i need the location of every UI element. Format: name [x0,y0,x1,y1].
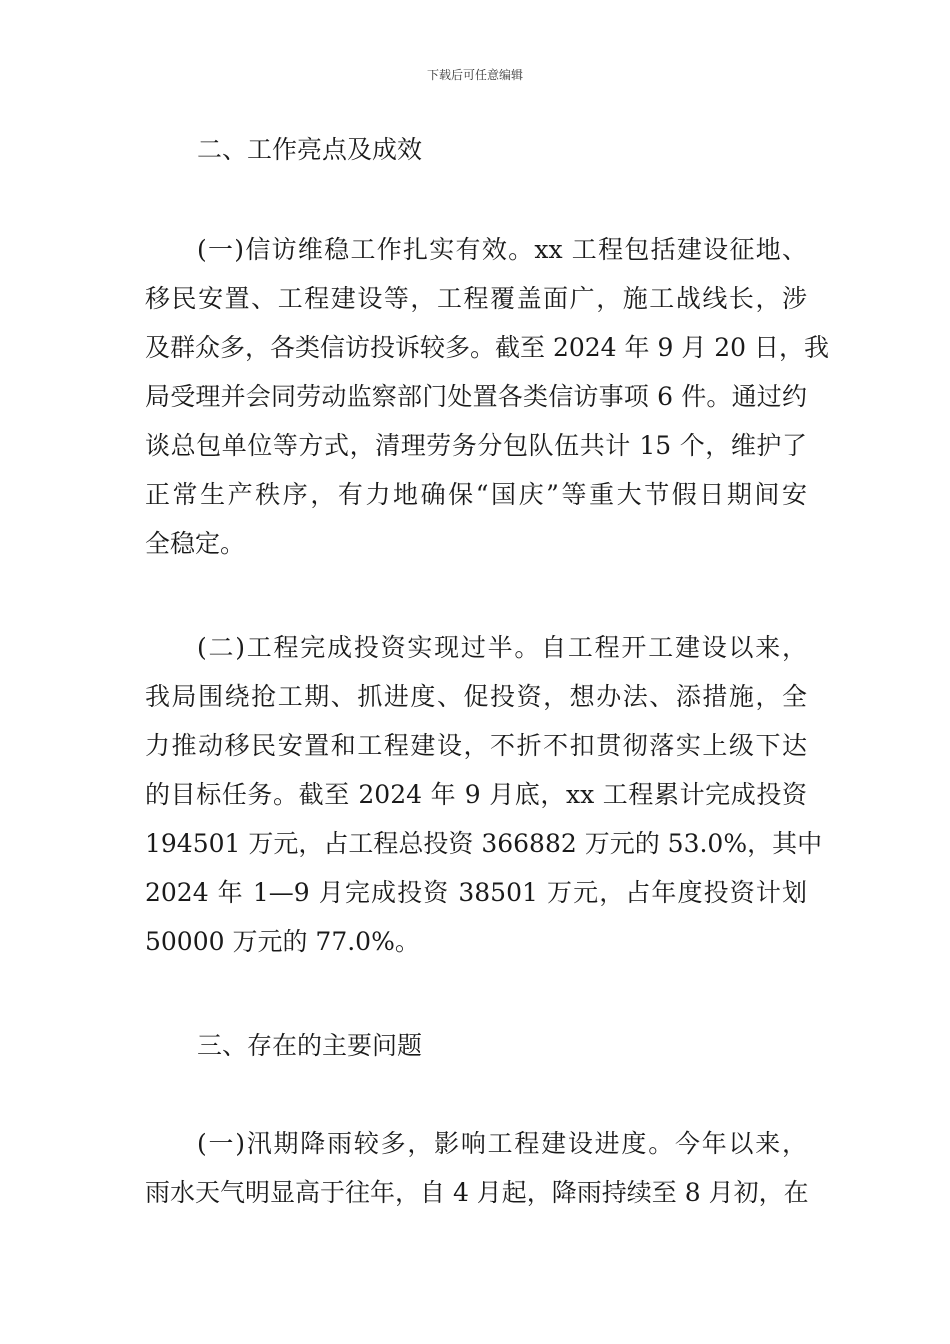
paragraph-rainfall-impact [145,1119,807,1217]
paragraph-line: 194501 万元，占工程总投资 366882 万元的 53.0%，其中 [145,829,823,858]
paragraph-line: 移民安置、工程建设等，工程覆盖面广，施工战线长，涉 [145,284,807,313]
paragraph-line: 正常生产秩序，有力地确保“国庆”等重大节假日期间安 [145,480,807,509]
paragraph-line: 的目标任务。截至 2024 年 9 月底，xx 工程累计完成投资 [145,780,807,809]
paragraph-line: (二)工程完成投资实现过半。自工程开工建设以来， [197,633,807,662]
paragraph-line: (一)信访维稳工作扎实有效。xx 工程包括建设征地、 [197,235,807,264]
paragraph-investment-progress [145,623,823,966]
paragraph-line: (一)汛期降雨较多，影响工程建设进度。今年以来， [197,1129,807,1158]
section-heading-problems: 三、存在的主要问题 [197,1031,423,1060]
paragraph-line: 局受理并会同劳动监察部门处置各类信访事项 6 件。通过约 [145,382,807,411]
paragraph-line: 50000 万元的 77.0%。 [145,927,420,956]
paragraph-line: 及群众多，各类信访投诉较多。截至 2024 年 9 月 20 日，我 [145,333,830,362]
paragraph-line: 全稳定。 [145,529,246,558]
header-note: 下载后可任意编辑 [426,68,523,82]
section-heading-highlights: 二、工作亮点及成效 [197,135,423,164]
paragraph-line: 力推动移民安置和工程建设，不折不扣贯彻落实上级下达 [145,731,807,760]
paragraph-petition-stability [145,225,830,568]
paragraph-line: 雨水天气明显高于往年，自 4 月起，降雨持续至 8 月初，在 [145,1178,809,1207]
paragraph-line: 我局围绕抢工期、抓进度、促投资，想办法、添措施，全 [145,682,807,711]
paragraph-line: 2024 年 1—9 月完成投资 38501 万元，占年度投资计划 [145,878,807,907]
paragraph-line: 谈总包单位等方式，清理劳务分包队伍共计 15 个，维护了 [145,431,807,460]
